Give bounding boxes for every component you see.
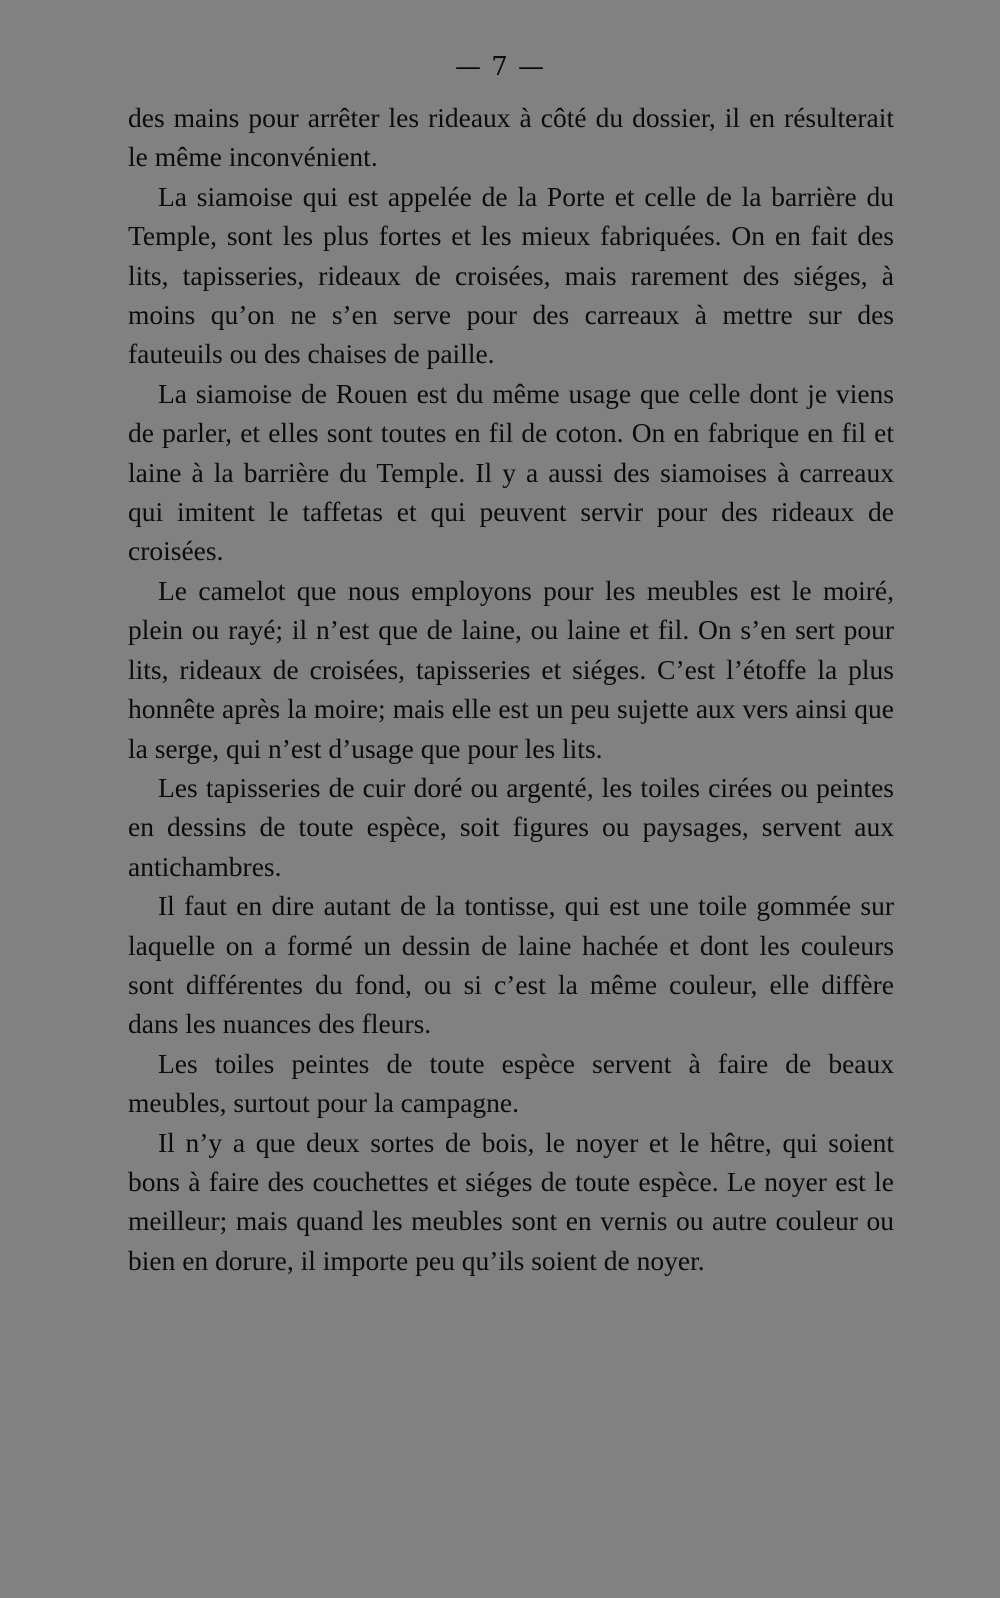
paragraph-bois: Il n’y a que deux sortes de bois, le noyer et le hêtre, qui soient bons à faire des couchettes et siéges de toute espèce. Le noyer est le meilleur; mais quand les meubles sont en vernis ou autre couleur ou bien en dorure, il importe peu qu’ils soient de noyer.	[128, 1126, 894, 1276]
paragraph-tapisseries-cuir: Les tapisseries de cuir doré ou argenté, les toiles cirées ou peintes en dessins de toute espèce, soit figures ou paysages, servent aux antichambres.	[128, 771, 894, 882]
paragraph-camelot: Le camelot que nous employons pour les meubles est le moiré, plein ou rayé; il n’est que de laine, ou laine et fil. On s’en sert pour lits, rideaux de croisées, tapisseries et siéges. C’est l’étoffe la plus honnête après la moire; mais elle est un peu sujette aux vers ainsi que la serge, qui n’est d’usage que pour les lits.	[128, 574, 894, 764]
paragraph-toiles-peintes: Les toiles peintes de toute espèce servent à faire de beaux meubles, surtout pour la campagne.	[128, 1047, 894, 1119]
paragraph-continued: des mains pour arrêter les rideaux à côté du dossier, il en résulterait le même inconvénient.	[128, 102, 894, 173]
paragraph-siamoise-porte: La siamoise qui est appelée de la Porte et celle de la barrière du Temple, sont les plus fortes et les mieux fabriquées. On en fait des lits, tapisseries, rideaux de croisées, mais rarement des siéges, à moins qu’on ne s’en serve pour des carreaux à mettre sur des fauteuils ou des chaises de paille.	[128, 180, 894, 370]
paragraph-tontisse: Il faut en dire autant de la tontisse, qui est une toile gommée sur laquelle on a formé un dessin de laine hachée et dont les couleurs sont différentes du fond, ou si c’est la même couleur, elle diffère dans les nuances des fleurs.	[128, 890, 894, 1040]
paragraph-siamoise-rouen: La siamoise de Rouen est du même usage que celle dont je viens de parler, et elles sont toutes en fil de coton. On en fabrique en fil et laine à la barrière du Temple. Il y a aussi des siamoises à carreaux qui imitent le taffetas et qui peuvent servir pour des rideaux de croisées.	[128, 377, 894, 567]
page-number: — 7 —	[454, 52, 546, 82]
page-body	[128, 98, 894, 1280]
